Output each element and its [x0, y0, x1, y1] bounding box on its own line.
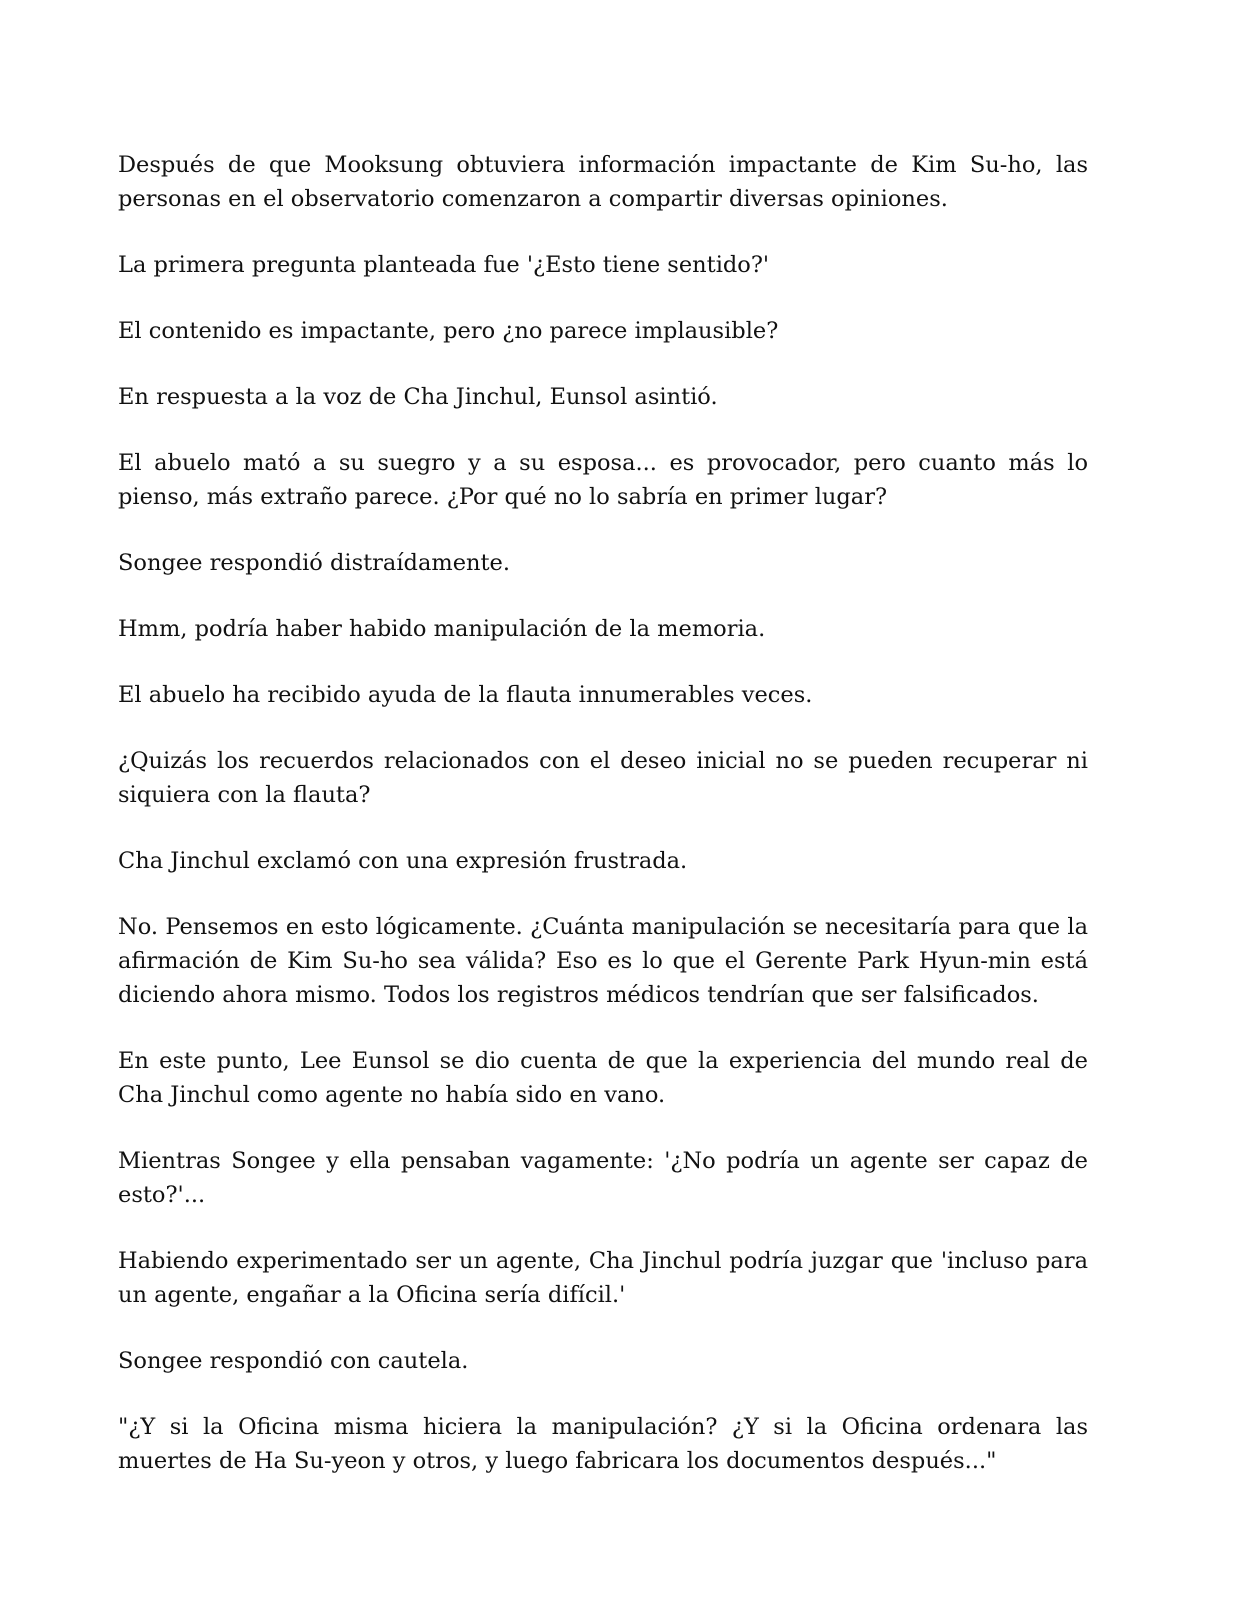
paragraph-4: En respuesta a la voz de Cha Jinchul, Eunsol asintió.	[118, 384, 718, 410]
paragraph-1: Después de que Mooksung obtuviera información impactante de Kim Su-ho, las personas en el observatorio comenzaron a compartir diversas opiniones.	[118, 152, 1088, 212]
paragraph-2: La primera pregunta planteada fue '¿Esto tiene sentido?'	[118, 252, 770, 278]
document-body	[118, 148, 1088, 1510]
paragraph-5: El abuelo mató a su suegro y a su esposa... es provocador, pero cuanto más lo pienso, más extraño parece. ¿Por qué no lo sabría en primer lugar?	[118, 450, 1088, 510]
paragraph-15: Songee respondió con cautela.	[118, 1348, 469, 1374]
paragraph-10: Cha Jinchul exclamó con una expresión frustrada.	[118, 848, 688, 874]
paragraph-8: El abuelo ha recibido ayuda de la flauta innumerables veces.	[118, 682, 813, 708]
paragraph-11: No. Pensemos en esto lógicamente. ¿Cuánta manipulación se necesitaría para que la afirmación de Kim Su-ho sea válida? Eso es lo que el Gerente Park Hyun-min está diciendo ahora mismo. Todos los registros médicos tendrían que ser falsificados.	[118, 914, 1088, 1008]
paragraph-6: Songee respondió distraídamente.	[118, 550, 511, 576]
paragraph-3: El contenido es impactante, pero ¿no parece implausible?	[118, 318, 779, 344]
paragraph-9: ¿Quizás los recuerdos relacionados con el deseo inicial no se pueden recuperar ni siquiera con la flauta?	[118, 748, 1088, 808]
paragraph-13: Mientras Songee y ella pensaban vagamente: '¿No podría un agente ser capaz de esto?'...	[118, 1148, 1088, 1208]
paragraph-7: Hmm, podría haber habido manipulación de la memoria.	[118, 616, 766, 642]
paragraph-12: En este punto, Lee Eunsol se dio cuenta de que la experiencia del mundo real de Cha Jinchul como agente no había sido en vano.	[118, 1048, 1088, 1108]
paragraph-14: Habiendo experimentado ser un agente, Cha Jinchul podría juzgar que 'incluso para un agente, engañar a la Oficina sería difícil.'	[118, 1248, 1088, 1308]
paragraph-16: "¿Y si la Oficina misma hiciera la manipulación? ¿Y si la Oficina ordenara las muertes de Ha Su-yeon y otros, y luego fabricara los documentos después..."	[118, 1414, 1088, 1474]
